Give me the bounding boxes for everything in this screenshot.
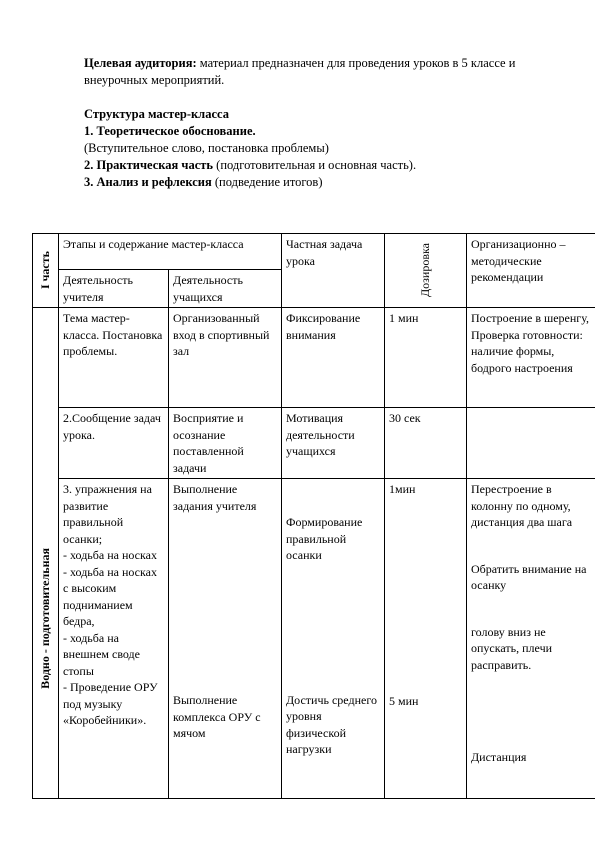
structure-title: Структура мастер-класса [84,107,229,121]
table-header-row [33,234,595,270]
row3-students-a: Выполнение задания учителя [173,482,257,513]
header-recommendations: Организационно – методические рекомендации [467,234,595,308]
row2-students: Восприятие и осознание поставленной задачи [169,408,282,479]
header-dosage-cell [385,234,467,308]
row3-teacher-line: - Проведение ОРУ под музыку «Коробейники». [63,680,158,727]
table-row [33,408,595,479]
row2-teacher: 2.Сообщение задач урока. [59,408,169,479]
row3-teacher-line: - ходьба на внешнем своде стопы [63,630,140,678]
header-teacher: Деятельность учителя [59,270,169,308]
row3-rec-a: Перестроение в колонну по одному, дистанция два шага [471,482,573,529]
structure-item-2: 2. Практическая часть (подготовительная и основная часть). [84,158,417,172]
section-cell [33,308,59,799]
lesson-plan-table [32,233,595,799]
row1-dosage: 1 мин [385,308,467,408]
row3-goal-b: Достичь среднего уровня физической нагрузки [286,692,377,756]
row3-teacher-line: - ходьба на носках с высоким подниманием бедра, [63,564,157,628]
structure-item-1: 1. Теоретическое обоснование. [84,124,256,138]
table-row [33,308,595,408]
intro-block [84,55,554,191]
table-row [33,479,595,799]
row3-students-b: Выполнение комплекса ОРУ с мячом [173,693,261,740]
row3-rec-d: Дистанция [471,750,527,764]
row2-recommendations [467,408,595,479]
row3-teacher-line: 3. упражнения на развитие правильной осанки; [63,482,152,546]
structure-item-1-note: (Вступительное слово, постановка проблемы) [84,141,329,155]
header-stages: Этапы и содержание мастер-класса [59,234,282,270]
header-students: Деятельность учащихся [169,270,282,308]
row3-teacher-line: - ходьба на носках [63,548,157,562]
row3-goal [282,479,385,799]
row3-dosage-a: 1мин [389,482,416,496]
header-dosage: Дозировка [418,243,433,297]
row3-goal-a: Формирование правильной осанки [286,515,363,562]
audience-label: Целевая аудитория: [84,56,197,70]
row1-goal: Фиксирование внимания [282,308,385,408]
audience-text: материал предназначен для проведения уроков в 5 классе и внеурочных мероприятий. [84,56,516,87]
part-cell [33,234,59,308]
part-label: I часть [38,250,53,289]
row1-recommendations: Построение в шеренгу, Проверка готовности: наличие формы, бодрого настроения [467,308,595,408]
row2-dosage: 30 сек [385,408,467,479]
row3-teacher [59,479,169,799]
row3-dosage [385,479,467,799]
section-label: Водно - подготовительная [38,548,53,689]
row3-dosage-b: 5 мин [389,693,419,708]
row1-teacher: Тема мастер-класса. Постановка проблемы. [59,308,169,408]
row3-students [169,479,282,799]
header-goal: Частная задача урока [282,234,385,308]
row1-students: Организованный вход в спортивный зал [169,308,282,408]
row3-recommendations [467,479,595,799]
structure-item-3: 3. Анализ и рефлексия (подведение итогов) [84,175,323,189]
row3-rec-c: голову вниз не опускать, плечи расправить. [471,624,553,672]
row2-goal: Мотивация деятельности учащихся [282,408,385,479]
audience-paragraph [84,55,554,89]
row3-rec-b: Обратить внимание на осанку [471,561,587,592]
